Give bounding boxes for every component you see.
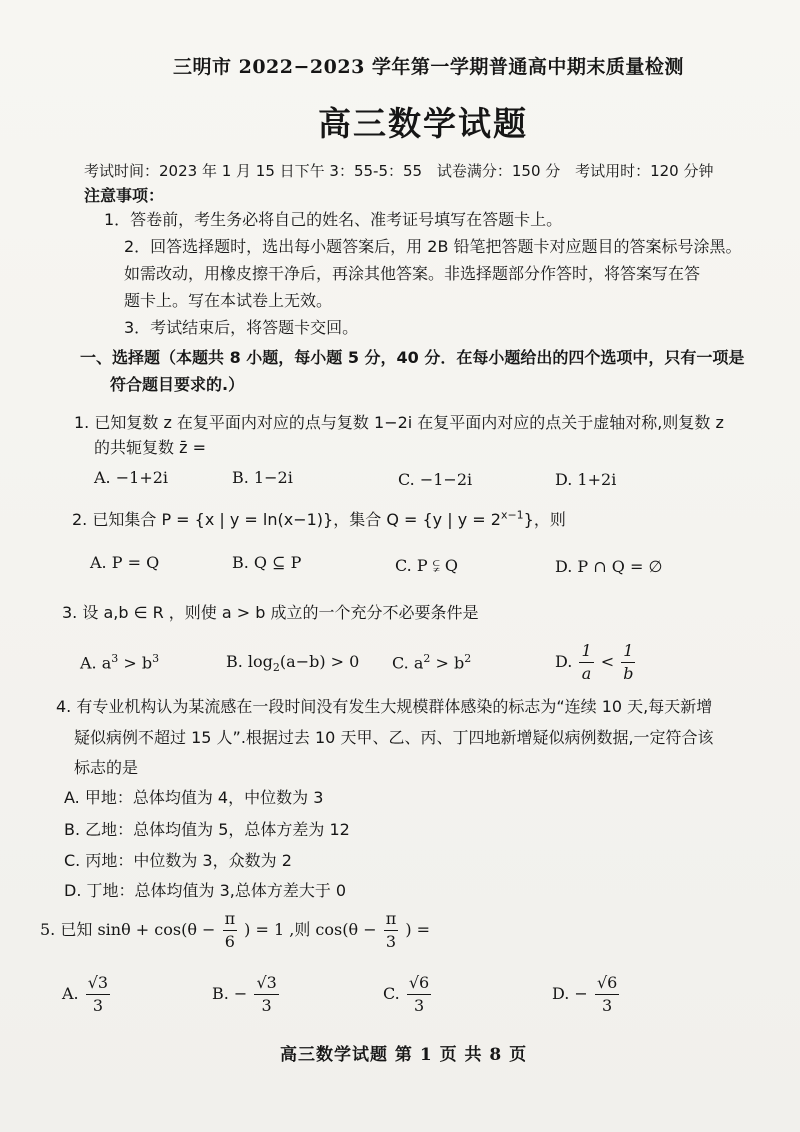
q1-option-d: D. 1+2i — [555, 470, 617, 489]
q2-option-c: C. P ⫋ Q — [395, 556, 458, 575]
q1-option-b: B. 1−2i — [232, 468, 293, 487]
q5-option-a: A. $\frac{√3}{3}$ — [62, 973, 109, 1015]
q4-option-c: C. 丙地：中位数为 3，众数为 2 — [64, 851, 292, 870]
q5-option-b: B. − $\frac{√3}{3}$ — [212, 973, 277, 1015]
question-1-line1: 1. 已知复数 z 在复平面内对应的点与复数 1−2i 在复平面内对应的点关于虚轴对称,则复数 z — [74, 413, 724, 432]
q4-option-a: A. 甲地：总体均值为 4，中位数为 3 — [64, 788, 324, 807]
q2-option-d: D. P ∩ Q = ∅ — [555, 557, 663, 576]
q3-option-d: D. $\frac{1}{a}$ < $\frac{1}{b}$ — [555, 641, 634, 683]
q4-option-d: D. 丁地：总体均值为 3,总体方差大于 0 — [64, 881, 347, 900]
q2-option-b: B. Q ⊆ P — [232, 553, 302, 572]
question-5: 5. 已知 sinθ + cos(θ − $\frac{\pi}{6}$ ) = 1 ,则 cos(θ − $\frac{\pi}{3}$ ) = — [40, 909, 431, 951]
question-1-line2: 的共轭复数 z̄ = — [94, 438, 206, 457]
section-heading-cont: 符合题目要求的.） — [110, 375, 245, 394]
notice-item-2-cont: 如需改动，用橡皮擦干净后，再涂其他答案。非选择题部分作答时，将答案写在答 — [124, 264, 701, 283]
notice-item-3: 3．考试结束后，将答题卡交回。 — [124, 318, 359, 337]
q2-stem-prefix: 2. 已知集合 P = {x | y = ln(x−1)}，集合 Q = {y | y = 2 — [72, 510, 501, 529]
section-heading: 一、选择题（本题共 8 小题，每小题 5 分，40 分．在每小题给出的四个选项中，只有一项是 — [80, 348, 745, 367]
notice-item-1: 1．答卷前，考生务必将自己的姓名、准考证号填写在答题卡上。 — [104, 210, 563, 229]
q2-option-a: A. P = Q — [90, 553, 160, 572]
q3-option-a: A. $a^3 > b^3$ — [80, 652, 160, 673]
q5-option-c: C. $\frac{√6}{3}$ — [383, 973, 430, 1015]
q1-option-c: C. −1−2i — [398, 470, 473, 489]
q3-option-b: B. $\log_2(a-b) > 0$ — [226, 652, 360, 675]
full-score: 试卷满分：150 分 — [436, 162, 561, 180]
notice-item-2-cont2: 题卡上。写在本试卷上无效。 — [124, 291, 333, 310]
question-4-line1: 4. 有专业机构认为某流感在一段时间没有发生大规模群体感染的标志为“连续 10 天,每天新增 — [56, 697, 713, 716]
q1-option-a: A. −1+2i — [94, 468, 169, 487]
exam-time: 考试时间：2023 年 1 月 15 日下午 3：55-5：55 — [84, 162, 423, 180]
q3-option-c: C. $a^2 > b^2$ — [392, 652, 472, 673]
page-footer: 高三数学试题 第 1 页 共 8 页 — [280, 1045, 528, 1065]
question-4-line2: 疑似病例不超过 15 人”.根据过去 10 天甲、乙、丙、丁四地新增疑似病例数据,一定符合该 — [74, 728, 714, 747]
q4-option-b: B. 乙地：总体均值为 5，总体方差为 12 — [64, 820, 350, 839]
q2-stem-exponent: x−1 — [500, 508, 524, 522]
question-3: 3. 设 a,b ∈ R ，则使 a > b 成立的一个充分不必要条件是 — [62, 603, 479, 622]
q5-option-d: D. − $\frac{√6}{3}$ — [552, 973, 618, 1015]
question-4-line3: 标志的是 — [74, 758, 139, 777]
exam-info — [84, 160, 723, 181]
page-title: 高三数学试题 — [318, 104, 528, 143]
exam-name: 三明市 2022−2023 学年第一学期普通高中期末质量检测 — [173, 56, 684, 78]
notice-title: 注意事项： — [84, 186, 165, 205]
question-2 — [72, 507, 566, 530]
q2-stem-suffix: }，则 — [523, 510, 566, 529]
duration: 考试用时：120 分钟 — [575, 162, 714, 180]
notice-item-2: 2．回答选择题时，选出每小题答案后，用 2B 铅笔把答题卡对应题目的答案标号涂黑。 — [124, 237, 742, 256]
